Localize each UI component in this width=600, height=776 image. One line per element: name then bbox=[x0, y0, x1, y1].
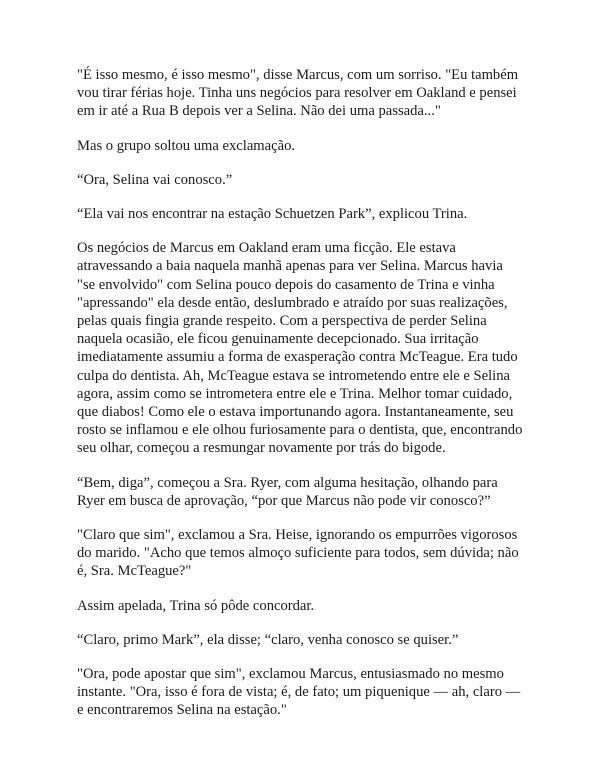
paragraph-2: Mas o grupo soltou uma exclamação. bbox=[77, 137, 296, 154]
paragraph-3: “Ora, Selina vai conosco.” bbox=[77, 171, 233, 188]
document-page bbox=[77, 66, 535, 736]
paragraph-8: Assim apelada, Trina só pôde concordar. bbox=[77, 597, 315, 614]
paragraph-10: "Ora, pode apostar que sim", exclamou Marcus, entusiasmado no mesmo instante. "Ora, isso é fora de vista; é, de fato; um piquenique — ah, claro — e encontraremos Selina na estação." bbox=[77, 666, 521, 719]
paragraph-5: Os negócios de Marcus em Oakland eram uma ficção. Ele estava atravessando a baia naquela manhã apenas para ver Selina. Marcus havia "se envolvido" com Selina pouco depois do casamento de Trina e vinha "apressando" ela desde então, deslumbrado e atraído por suas realizações, pelas quais fingia grande respeito. Com a perspectiva de perder Selina naquela ocasião, ele ficou genuinamente decepcionado. Sua irritação imediatamente assumiu a forma de exasperação contra McTeague. Era tudo culpa do dentista. Ah, McTeague estava se intrometendo entre ele e Selina agora, assim como se intrometera entre ele e Trina. Melhor tomar cuidado, que diabos! Como ele o estava importunando agora. Instantaneamente, seu rosto se inflamou e ele olhou furiosamente para o dentista, que, encontrando seu olhar, começou a resmungar novamente por trás do bigode. bbox=[77, 240, 523, 457]
paragraph-4: “Ela vai nos encontrar na estação Schuetzen Park”, explicou Trina. bbox=[77, 206, 468, 223]
paragraph-1: "É isso mesmo, é isso mesmo", disse Marcus, com um sorriso. "Eu também vou tirar férias hoje. Tinha uns negócios para resolver em Oakland e pensei em ir até a Rua B depois ver a Selina. Não dei uma passada..." bbox=[77, 67, 519, 120]
paragraph-9: “Claro, primo Mark”, ela disse; “claro, venha conosco se quiser.” bbox=[77, 631, 459, 648]
paragraph-6: “Bem, diga”, começou a Sra. Ryer, com alguma hesitação, olhando para Ryer em busca de aprovação, “por que Marcus não pode vir conosco?” bbox=[77, 474, 498, 509]
paragraph-7: "Claro que sim", exclamou a Sra. Heise, ignorando os empurrões vigorosos do marido. "Acho que temos almoço suficiente para todos, sem dúvida; não é, Sra. McTeague?" bbox=[77, 527, 519, 580]
